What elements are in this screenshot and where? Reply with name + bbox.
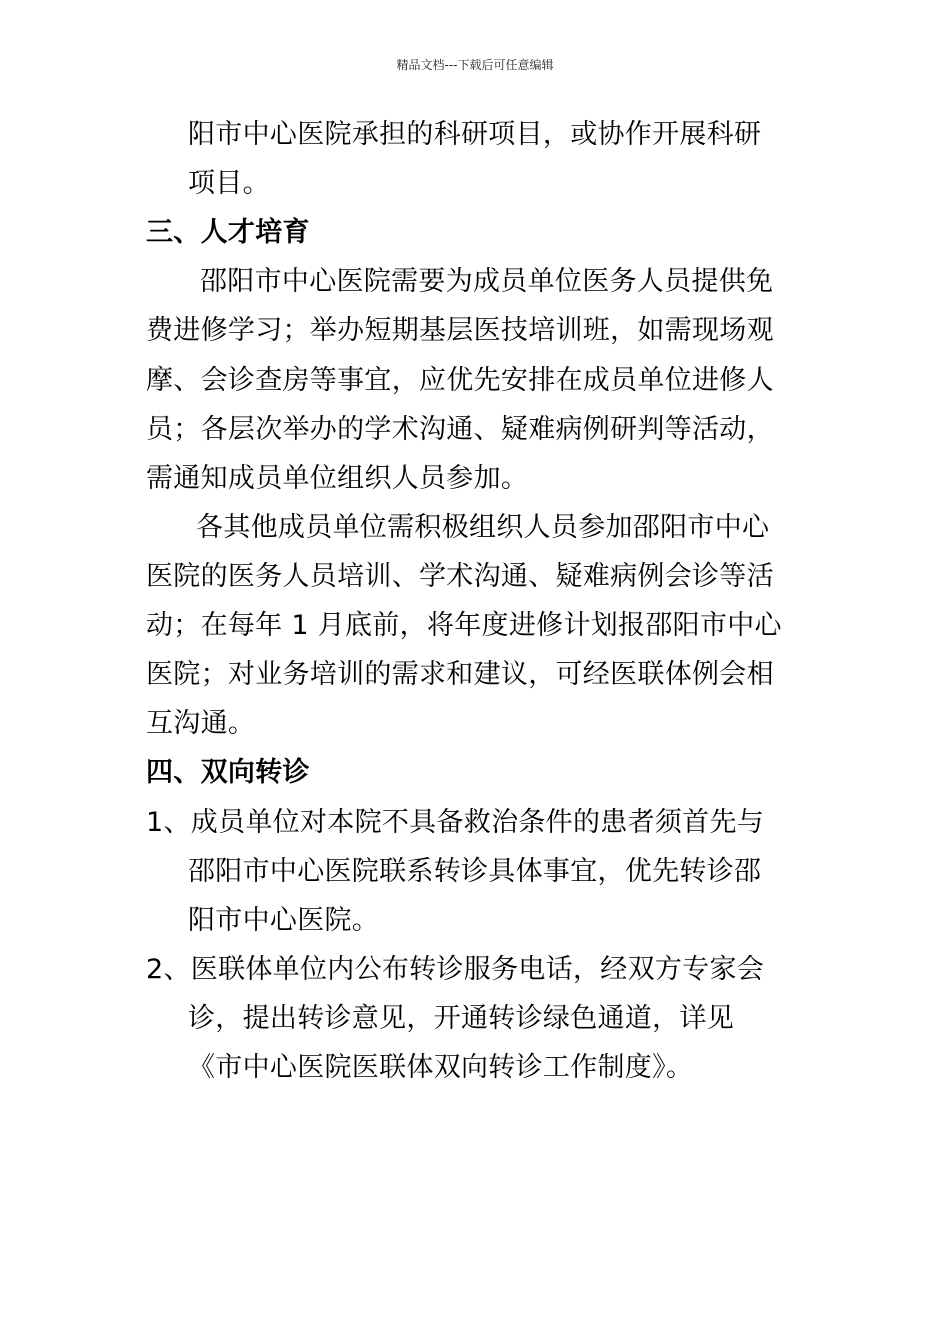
section-heading: 四、双向转诊 <box>146 757 310 788</box>
text-line: 阳市中心医院承担的科研项目，或协作开展科研 <box>188 119 762 150</box>
text-line: 摩、会诊查房等事宜，应优先安排在成员单位进修人 <box>146 365 774 396</box>
text-line: 项目。 <box>188 168 270 199</box>
text-line: 互沟通。 <box>146 708 256 739</box>
text-line: 各其他成员单位需积极组织人员参加邵阳市中心 <box>196 512 770 543</box>
text-line: 医院的医务人员培训、学术沟通、疑难病例会诊等活 <box>146 561 774 592</box>
text-line: 阳市中心医院。 <box>188 905 380 936</box>
text-line: 医院；对业务培训的需求和建议，可经医联体例会相 <box>146 659 774 690</box>
text-line: 邵阳市中心医院联系转诊具体事宜，优先转诊邵 <box>188 856 762 887</box>
list-item: 2、医联体单位内公布转诊服务电话，经双方专家会 <box>146 954 765 985</box>
text-line: 邵阳市中心医院需要为成员单位医务人员提供免 <box>200 266 774 297</box>
text-line: 动；在每年 1 月底前，将年度进修计划报邵阳市中心 <box>146 610 782 641</box>
text-line: 诊，提出转诊意见，开通转诊绿色通道，详见 <box>188 1003 734 1034</box>
list-item: 1、成员单位对本院不具备救治条件的患者须首先与 <box>146 807 765 838</box>
text-line: 《市中心医院医联体双向转诊工作制度》。 <box>188 1052 694 1083</box>
text-line: 需通知成员单位组织人员参加。 <box>146 463 529 494</box>
text-line: 员；各层次举办的学术沟通、疑难病例研判等活动， <box>146 414 774 445</box>
page-header: 精品文档---下载后可任意编辑 <box>396 58 554 72</box>
section-heading: 三、人才培育 <box>146 217 310 248</box>
text-line: 费进修学习；举办短期基层医技培训班，如需现场观 <box>146 315 774 346</box>
